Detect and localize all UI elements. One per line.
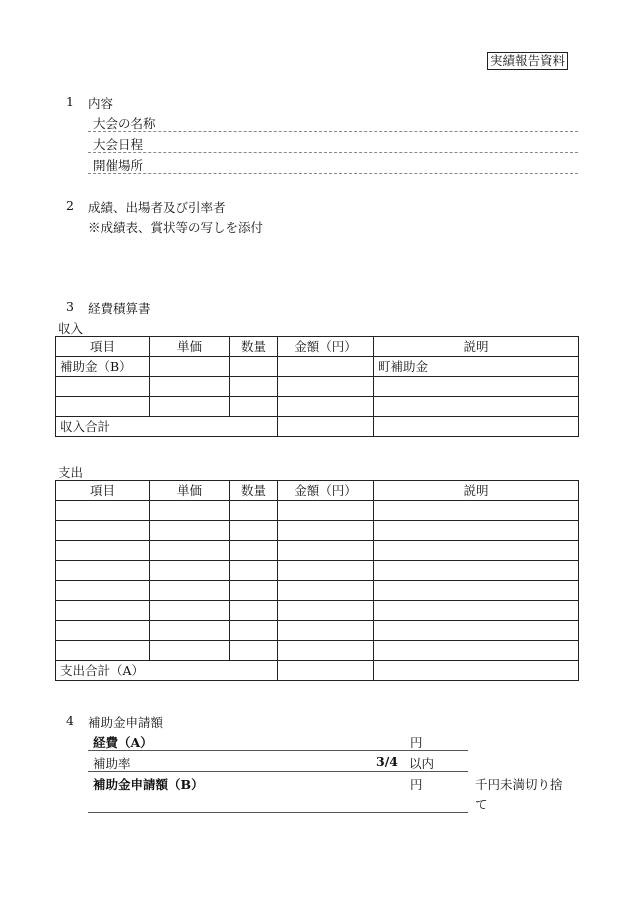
table-row: [56, 521, 579, 541]
table-cell[interactable]: [278, 501, 374, 521]
section-1-number: 1: [66, 94, 74, 109]
event-name-line: [88, 131, 578, 132]
expense-a-label: 経費（A）: [93, 735, 153, 750]
table-row: [56, 641, 579, 661]
table-cell[interactable]: [56, 521, 150, 541]
table-cell[interactable]: [278, 601, 374, 621]
table-cell[interactable]: [374, 601, 579, 621]
table-cell[interactable]: [374, 621, 579, 641]
event-dates-label: 大会日程: [93, 137, 144, 152]
column-header-description: 説明: [374, 337, 579, 357]
section-3-heading: 経費積算書: [88, 301, 151, 316]
table-row: [56, 561, 579, 581]
rounding-note: [475, 775, 563, 815]
subsidy-rate-line: [88, 771, 468, 772]
expense-a-unit: 円: [410, 735, 423, 750]
document-type-badge: 実績報告資料: [487, 52, 568, 70]
table-cell[interactable]: [278, 541, 374, 561]
table-cell[interactable]: [150, 561, 230, 581]
section-4-number: 4: [66, 713, 74, 728]
section-2-number: 2: [66, 198, 74, 213]
table-cell[interactable]: [374, 501, 579, 521]
table-cell[interactable]: [230, 541, 278, 561]
table-cell[interactable]: [56, 397, 150, 417]
table-cell[interactable]: [150, 641, 230, 661]
table-cell[interactable]: [278, 581, 374, 601]
expense-total-row: [56, 661, 579, 681]
table-cell[interactable]: [374, 397, 579, 417]
table-row: [56, 601, 579, 621]
table-cell[interactable]: 補助金（B）: [56, 357, 150, 377]
section-1-heading: 内容: [88, 96, 114, 111]
table-cell[interactable]: [56, 377, 150, 397]
table-cell[interactable]: [150, 377, 230, 397]
table-cell[interactable]: [230, 581, 278, 601]
table-cell[interactable]: [230, 621, 278, 641]
table-cell[interactable]: 町補助金: [374, 357, 579, 377]
table-cell[interactable]: [150, 541, 230, 561]
income-header-row: [56, 337, 579, 357]
table-cell[interactable]: [150, 501, 230, 521]
income-total-label: 収入合計: [56, 417, 278, 437]
table-row: [56, 357, 579, 377]
subsidy-request-unit: 円: [410, 777, 423, 792]
venue-label: 開催場所: [93, 158, 144, 173]
table-cell[interactable]: [278, 377, 374, 397]
table-row: [56, 397, 579, 417]
column-header-item: 項目: [56, 337, 150, 357]
table-cell[interactable]: [56, 501, 150, 521]
expense-total-label: 支出合計（A）: [56, 661, 278, 681]
table-cell[interactable]: [150, 397, 230, 417]
section-4-heading: 補助金申請額: [88, 715, 164, 730]
column-header-quantity: 数量: [230, 481, 278, 501]
table-cell[interactable]: [230, 521, 278, 541]
rounding-note-line-1: 千円未満切り捨: [475, 777, 563, 792]
expense-table: [55, 480, 579, 681]
table-row: [56, 581, 579, 601]
event-dates-line: [88, 152, 578, 153]
table-cell[interactable]: [150, 521, 230, 541]
table-cell[interactable]: [230, 397, 278, 417]
table-row: [56, 541, 579, 561]
column-header-unit-price: 単価: [150, 481, 230, 501]
table-cell[interactable]: [56, 541, 150, 561]
expense-label: 支出: [58, 465, 84, 480]
table-cell[interactable]: [56, 641, 150, 661]
table-row: [56, 621, 579, 641]
table-cell[interactable]: [230, 641, 278, 661]
table-cell[interactable]: [56, 561, 150, 581]
table-cell[interactable]: [278, 357, 374, 377]
income-label: 収入: [58, 321, 84, 336]
expense-total-amount[interactable]: [278, 661, 374, 681]
table-cell[interactable]: [374, 641, 579, 661]
table-cell[interactable]: [150, 357, 230, 377]
table-cell[interactable]: [374, 581, 579, 601]
section-2-heading: 成績、出場者及び引率者: [88, 200, 226, 215]
column-header-amount: 金額（円）: [278, 337, 374, 357]
table-cell[interactable]: [278, 561, 374, 581]
table-cell[interactable]: [230, 377, 278, 397]
table-cell[interactable]: [230, 601, 278, 621]
subsidy-rate-unit: 以内: [409, 756, 435, 771]
subsidy-rate-value: 3/4: [376, 754, 398, 769]
table-row: [56, 377, 579, 397]
subsidy-request-line: [88, 812, 468, 813]
table-cell[interactable]: [374, 541, 579, 561]
expense-header-row: [56, 481, 579, 501]
expense-a-line: [88, 750, 468, 751]
column-header-description: 説明: [374, 481, 579, 501]
table-cell[interactable]: [278, 641, 374, 661]
section-3-number: 3: [66, 299, 74, 314]
table-cell[interactable]: [56, 601, 150, 621]
table-cell[interactable]: [56, 581, 150, 601]
table-cell[interactable]: [374, 521, 579, 541]
table-cell[interactable]: [374, 561, 579, 581]
rounding-note-line-2: て: [475, 797, 488, 812]
table-cell[interactable]: [230, 501, 278, 521]
income-table: [55, 336, 579, 437]
column-header-item: 項目: [56, 481, 150, 501]
table-cell[interactable]: [278, 521, 374, 541]
income-total-description[interactable]: [374, 417, 579, 437]
table-row: [56, 501, 579, 521]
table-cell[interactable]: [374, 377, 579, 397]
attachment-note: ※成績表、賞状等の写しを添付: [88, 220, 264, 235]
table-cell[interactable]: [150, 621, 230, 641]
subsidy-request-label: 補助金申請額（B）: [93, 777, 204, 792]
table-cell[interactable]: [56, 621, 150, 641]
income-total-amount[interactable]: [278, 417, 374, 437]
venue-line: [88, 173, 578, 174]
income-total-row: [56, 417, 579, 437]
column-header-amount: 金額（円）: [278, 481, 374, 501]
column-header-quantity: 数量: [230, 337, 278, 357]
expense-total-description[interactable]: [374, 661, 579, 681]
table-cell[interactable]: [150, 601, 230, 621]
table-cell[interactable]: [230, 357, 278, 377]
column-header-unit-price: 単価: [150, 337, 230, 357]
table-cell[interactable]: [230, 561, 278, 581]
table-cell[interactable]: [278, 621, 374, 641]
event-name-label: 大会の名称: [93, 116, 156, 131]
subsidy-rate-label: 補助率: [93, 756, 131, 771]
table-cell[interactable]: [150, 581, 230, 601]
table-cell[interactable]: [278, 397, 374, 417]
